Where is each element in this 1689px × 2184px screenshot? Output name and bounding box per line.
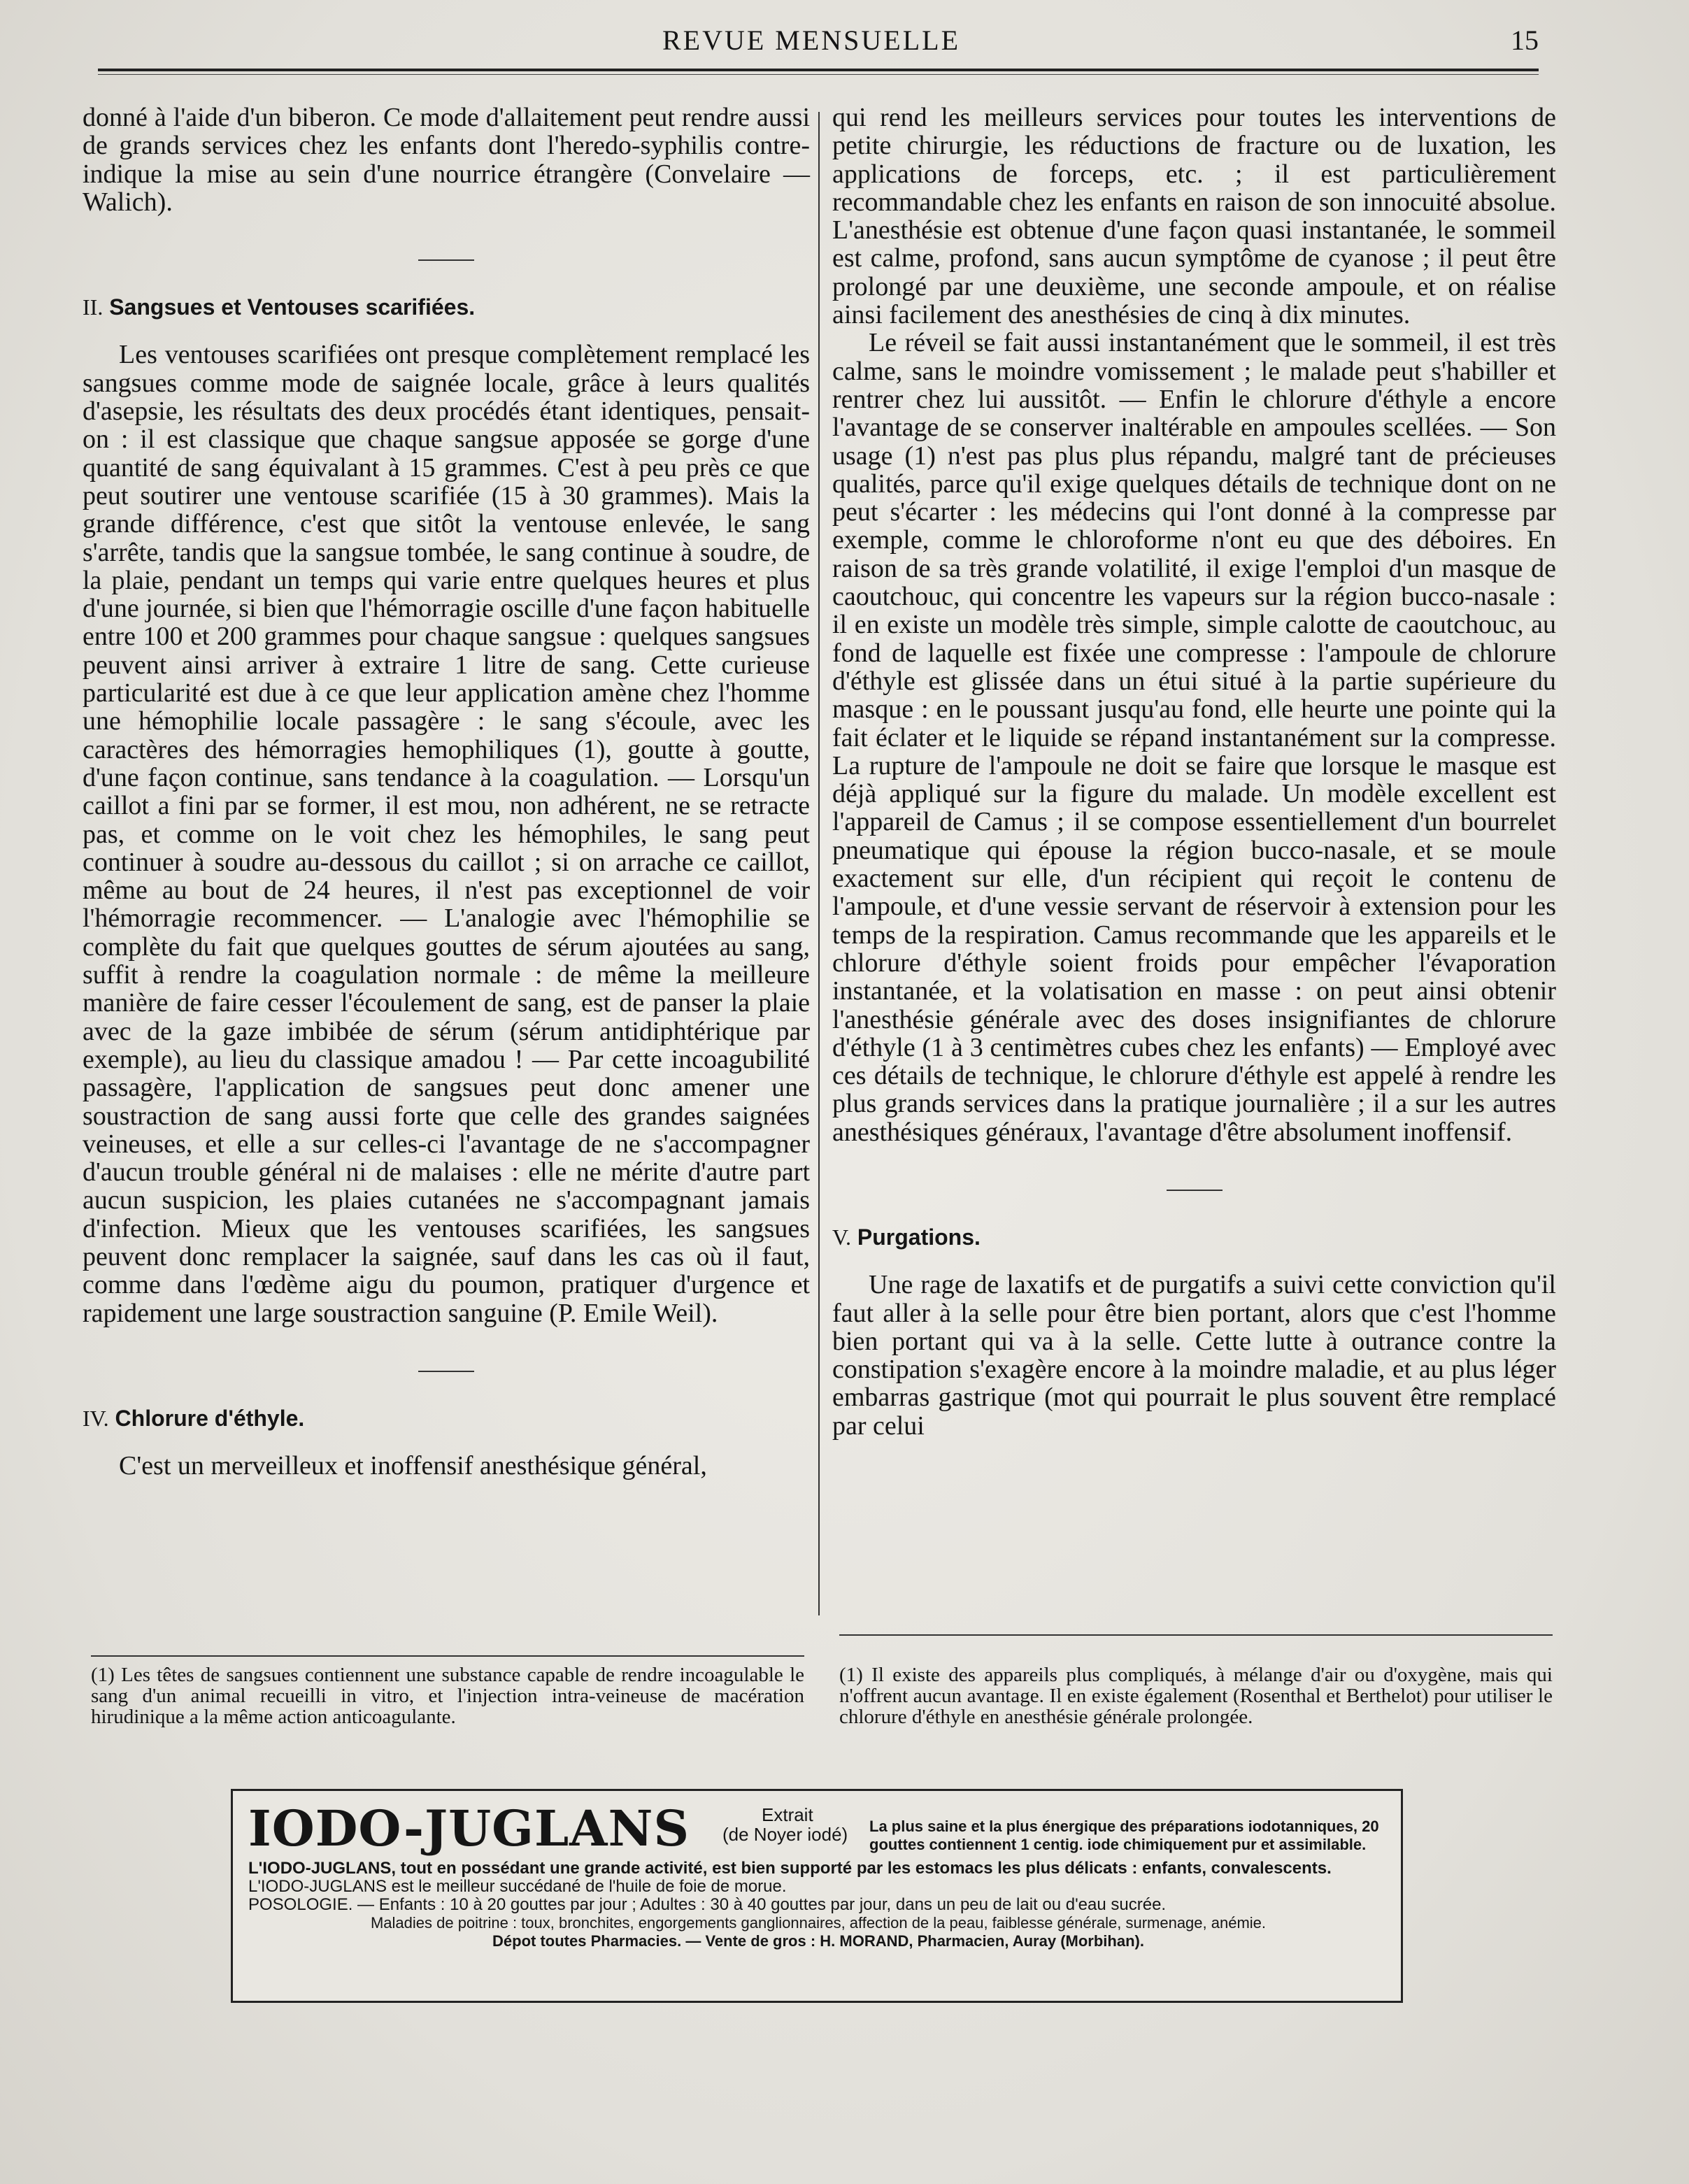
left-column (83, 104, 810, 1480)
ad-brand: IODO-JUGLANS (248, 1799, 690, 1857)
footnote-rule (839, 1634, 1553, 1636)
section-number: II. (83, 294, 104, 320)
section-title: Chlorure d'éthyle. (115, 1405, 305, 1431)
footnote-rule (91, 1655, 804, 1657)
section-title: Sangsues et Ventouses scarifiées. (109, 294, 476, 320)
footnote-right: (1) Il existe des appareils plus compliqués, à mélange d'air ou d'oxygène, mais qui n'offrent aucun avantage. Il en existe également (Rosenthal et Berthelot) pour utiliser le chlorure d'éthyle en anesthésie générale prolongée. (839, 1664, 1553, 1728)
section-separator (83, 1348, 810, 1390)
ad-line: Maladies de poitrine : toux, bronchites, engorgements ganglionnaires, affection de la peau, faiblesse générale, surmenage, anémie. (370, 1914, 1267, 1932)
section-heading (83, 1404, 810, 1432)
advertisement-box (231, 1789, 1403, 2003)
ad-tagline: La plus saine et la plus énergique des préparations iodotanniques, 20 gouttes contiennent 1 centig. iode chimiquement pur et assimilable. (869, 1818, 1379, 1853)
ad-body (248, 1860, 1388, 1950)
ad-line: L'IODO-JUGLANS est le meilleur succédané de l'huile de foie de morue. (248, 1877, 787, 1896)
header-rule (98, 69, 1539, 75)
section-separator (83, 237, 810, 279)
ad-line: L'IODO-JUGLANS, tout en possédant une grande activité, est bien supporté par les estomacs les plus délicats : enfants, convalescents. (248, 1859, 1332, 1878)
paragraph: Une rage de laxatifs et de purgatifs a suivi cette conviction qu'il faut aller à la selle pour être bien portant, alors que c'est l'homme bien portant qui va à la selle. Cette lutte à outrance contre la constipation s'exagère encore à la moindre maladie, et au plus léger embarras gastrique (mot qui pourrait le plus souvent être remplacé par celui (832, 1270, 1556, 1441)
journal-title: REVUE MENSUELLE (662, 24, 961, 56)
ad-line: Dépot toutes Pharmacies. — Vente de gros : H. MORAND, Pharmacien, Auray (Morbihan). (492, 1932, 1144, 1950)
section-number: IV. (83, 1405, 109, 1431)
ad-line: POSOLOGIE. — Enfants : 10 à 20 gouttes par jour ; Adultes : 30 à 40 gouttes par jour, dans un peu de lait ou d'eau sucrée. (248, 1895, 1167, 1914)
right-column (832, 104, 1556, 1440)
ad-extrait-line: (de Noyer iodé) (722, 1824, 848, 1845)
paragraph: Les ventouses scarifiées ont presque complètement remplacé les sangsues comme mode de saignée locale, grâce à leurs qualités d'asepsie, les résultats des deux procédés étant identiques, pensait-on : il est classique que chaque sangsue apposée se gorge d'une quantité de sang équivalant à 15 grammes. C'est à peu près ce que peut soutirer une ventouse scarifiée (15 à 30 grammes). Mais la grande différence, c'est que sitôt la ventouse enlevée, le sang s'arrête, tandis que la sangsue tombée, le sang continue à soudre, de la plaie, pendant un temps qui varie entre quelques heures et plus d'une journée, si bien que l'hémorragie oscille d'une façon habituelle entre 100 et 200 grammes pour chaque sangsue : quelques sangsues peuvent ainsi arriver à extraire 1 litre de sang. Cette curieuse particularité est due à ce que leur application amène chez l'homme une hémophilie locale passagère : le sang s'écoule, avec les caractères des hémorragies hemophiliques (1), goutte à goutte, d'une façon continue, sans tendance à la coagulation. — Lorsqu'un caillot a fini par se former, il est mou, non adhérent, ne se retracte pas, et comme on le voit chez les hémophiles, le sang peut continuer à soudre au-dessous du caillot ; si on arrache ce caillot, même au bout de 24 heures, il n'est pas exceptionnel de voir l'hémorragie recommencer. — L'analogie avec l'hémophilie se complète du fait que quelques gouttes de sérum ajoutées au sang, suffit à rendre la coagulation normale : de même la meilleure manière de faire cesser l'écoulement de sang, est de panser la plaie avec de la gaze imbibée de sérum (sérum antidiphtérique par exemple), au lieu du classique amadou ! — Par cette incoagubilité passagère, l'application de sangsues peut donc amener une soustraction de sang aussi forte que celle des grandes saignées veineuses, et elle a sur celles-ci l'avantage de ne s'accompagner d'aucun trouble général ni de malaises : elle ne mérite d'autre part aucun suspicion, les plaies cutanées ne s'accompagnant jamais d'infection. Mieux que les ventouses scarifiées, les sangsues peuvent donc remplacer la saignée, sauf dans les cas où il faut, comme dans l'œdème aigu du poumon, pratiquer d'urgence et rapidement une large soustraction sanguine (P. Emile Weil). (83, 340, 810, 1328)
section-heading (832, 1223, 1556, 1251)
paragraph: qui rend les meilleurs services pour toutes les interventions de petite chirurgie, les réductions de fracture ou de luxation, les applications de forceps, etc. ; il est particulièrement recommandable chez les enfants en raison de son innocuité absolue. L'anesthésie est obtenue d'une façon quasi instantanée, le sommeil est calme, profond, sans aucun symptôme de cyanose ; il peut être prolongé par une deuxième, une seconde ampoule, et on réalise ainsi facilement des anesthésies de cinq à dix minutes. (832, 103, 1556, 330)
column-divider (818, 112, 820, 1615)
section-heading (83, 293, 810, 321)
page-header (84, 21, 1539, 63)
paragraph: Le réveil se fait aussi instantanément que le sommeil, il est très calme, sans le moindre vomissement ; le malade peut s'habiller et rentrer chez lui aussitôt. — Enfin le chlorure d'éthyle a encore l'avantage de se conserver inaltérable en ampoules scellées. — Son usage (1) n'est pas plus plus répandu, malgré tant de précieuses qualités, parce qu'il exige quelques détails de technique dont on ne peut s'écarter : les médecins qui l'ont donné à la compresse par exemple, comme le chloroforme n'ont eu que des déboires. En raison de sa très grande volatilité, il exige l'emploi d'un masque de caoutchouc, qui concentre les vapeurs sur la région bucco-nasale : il en existe un modèle très simple, simple calotte de caoutchouc, au fond de laquelle est fixée une compresse : l'ampoule de chlorure d'éthyle est glissée dans un étui situé à la partie supérieure du masque : en le poussant jusqu'au fond, elle heurte une pointe qui la fait éclater et le liquide se répand instantanément sur la compresse. La rupture de l'ampoule ne doit se faire que lorsque le masque est déjà appliqué sur la figure du malade. Un modèle excellent est l'appareil de Camus ; il se compose essentiellement d'un bourrelet pneumatique qui épouse la région bucco-nasale, et se moule exactement sur elle, d'un récipient qui reçoit le contenu de l'ampoule, et d'une vessie servant de réservoir à extension pour les temps de la respiration. Camus recommande que les appareils et le chlorure d'éthyle soient froids pour empêcher l'évaporation instantanée, et la volatisation en masse : on peut ainsi obtenir l'anesthésie générale avec des doses insignifiantes de chlorure d'éthyle (1 à 3 centimètres cubes chez les enfants) — Employé avec ces détails de technique, le chlorure d'éthyle est appelé à rendre les plus grands services dans la pratique journalière ; il a sur les autres anesthésiques généraux, l'avantage d'être absolument inoffensif. (832, 328, 1556, 1147)
paragraph: C'est un merveilleux et inoffensif anesthésique général, (119, 1451, 707, 1481)
page-number: 15 (1511, 24, 1539, 56)
section-separator (832, 1167, 1556, 1209)
ad-extrait-line: Extrait (762, 1804, 813, 1825)
section-title: Purgations. (857, 1224, 981, 1250)
ad-extrait (722, 1805, 848, 1844)
section-number: V. (832, 1224, 851, 1250)
paragraph: donné à l'aide d'un biberon. Ce mode d'allaitement peut rendre aussi de grands services chez les enfants dont l'heredo-syphilis contre-indique la mise au sein d'une nourrice étrangère (Convelaire — Walich). (83, 103, 810, 217)
footnote-left: (1) Les têtes de sangsues contiennent une substance capable de rendre incoagulable le sang d'un animal recueilli in vitro, et l'injection intra-veineuse de macération hirudinique a la même action anticoagulante. (91, 1664, 804, 1728)
